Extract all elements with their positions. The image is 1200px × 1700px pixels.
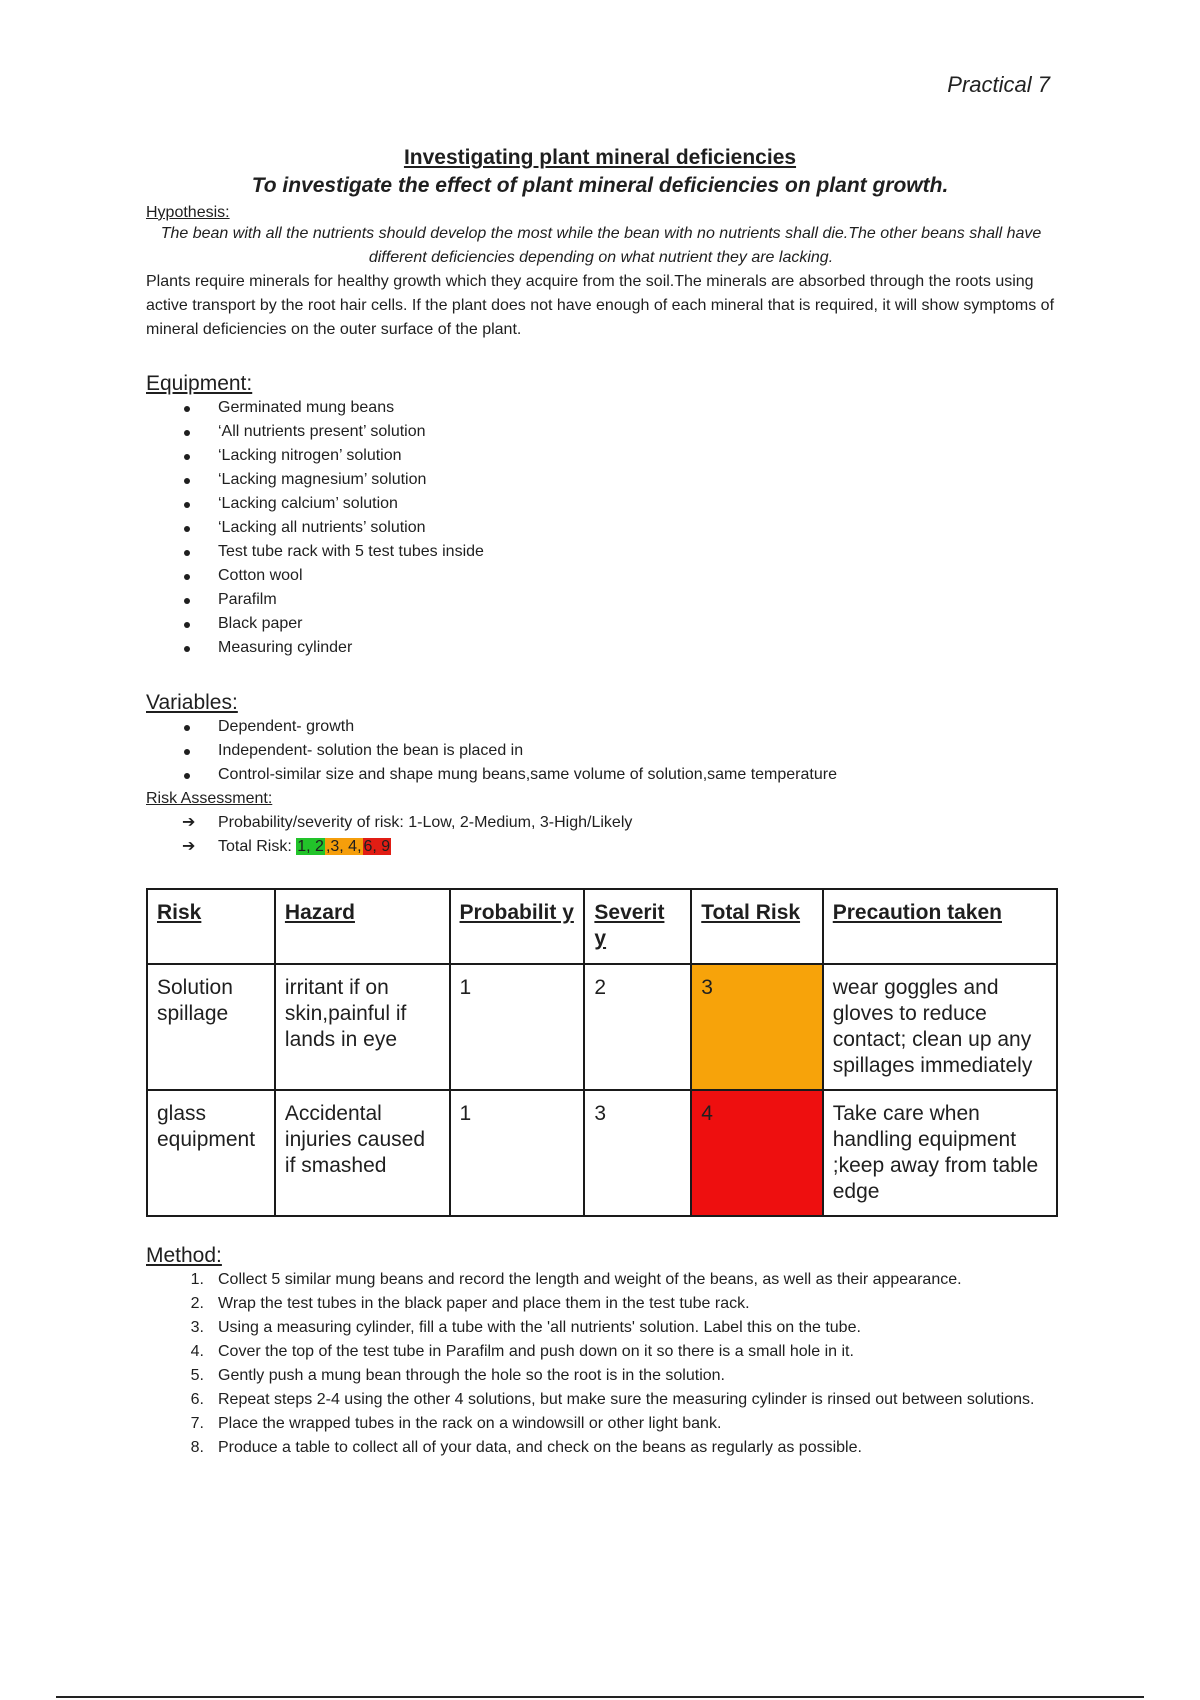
list-item: 2. Wrap the test tubes in the black paper and place them in the test tube rack. <box>190 1295 750 1312</box>
table-header-row <box>147 889 1057 964</box>
list-item <box>146 835 1056 859</box>
list-item: Dependent- growth <box>146 715 1056 739</box>
bullet-icon <box>184 478 190 484</box>
list-item: Parafilm <box>146 588 1056 612</box>
document-title: Investigating plant mineral deficiencies <box>403 146 797 169</box>
bullet-icon <box>184 454 190 460</box>
arrow-right-icon: ➔ <box>182 838 196 855</box>
list-item: 7. Place the wrapped tubes in the rack on a windowsill or other light bank. <box>190 1415 722 1432</box>
variables-label: Variables: <box>146 691 238 714</box>
probability-cell: 1 <box>450 964 585 1090</box>
bullet-icon <box>184 406 190 412</box>
column-header: Risk <box>147 889 275 964</box>
list-item: Germinated mung beans <box>146 396 1056 420</box>
table-row <box>147 964 1057 1090</box>
table-row <box>147 1090 1057 1216</box>
bullet-icon <box>184 502 190 508</box>
list-item: Test tube rack with 5 test tubes inside <box>146 540 1056 564</box>
bullet-icon <box>184 725 190 731</box>
list-item: 4. Cover the top of the test tube in Parafilm and push down on it so there is a small hole in it. <box>190 1343 854 1360</box>
probability-cell: 1 <box>450 1090 585 1216</box>
risk-chip-high: 6, 9 <box>363 838 391 855</box>
bullet-icon <box>184 773 190 779</box>
bullet-icon <box>184 574 190 580</box>
list-item: ‘All nutrients present’ solution <box>146 420 1056 444</box>
severity-cell: 2 <box>584 964 691 1090</box>
list-item: 8. Produce a table to collect all of your data, and check on the beans as regularly as possible. <box>190 1439 862 1456</box>
column-header: Hazard <box>275 889 450 964</box>
bullet-icon <box>184 598 190 604</box>
risk-chip-low: 1, 2 <box>297 838 324 855</box>
list-item: Cotton wool <box>146 564 1056 588</box>
bullet-icon <box>184 749 190 755</box>
document-subtitle: To investigate the effect of plant mineral deficiencies on plant growth. <box>251 174 949 197</box>
variables-list <box>146 715 1056 787</box>
equipment-list <box>146 396 1056 660</box>
method-label: Method: <box>146 1244 222 1267</box>
list-item: Control-similar size and shape mung beans,same volume of solution,same temperature <box>146 763 1056 787</box>
bullet-icon <box>184 430 190 436</box>
risk-assessment-label: Risk Assessment: <box>146 790 273 807</box>
equipment-label: Equipment: <box>146 372 253 395</box>
bullet-icon <box>184 622 190 628</box>
risk-notes-list <box>146 811 1056 859</box>
total-risk-cell: 4 <box>691 1090 823 1216</box>
column-header: Total Risk <box>691 889 823 964</box>
hypothesis-section <box>146 204 1056 342</box>
list-item: 6. Repeat steps 2-4 using the other 4 solutions, but make sure the measuring cylinder is rinsed out between solutions. <box>190 1391 1035 1408</box>
risk-cell: glass equipment <box>147 1090 275 1216</box>
column-header: Severit y <box>584 889 691 964</box>
risk-table <box>146 888 1058 1217</box>
list-item: Independent- solution the bean is placed in <box>146 739 1056 763</box>
column-header: Precaution taken <box>823 889 1057 964</box>
list-item: Measuring cylinder <box>146 636 1056 660</box>
total-risk-cell: 3 <box>691 964 823 1090</box>
equipment-section <box>146 372 1056 660</box>
hypothesis-label: Hypothesis: <box>146 204 230 221</box>
list-item: ‘Lacking magnesium’ solution <box>146 468 1056 492</box>
method-section <box>146 1244 1056 1460</box>
column-header: Probabilit y <box>450 889 585 964</box>
list-item: 1. Collect 5 similar mung beans and record the length and weight of the beans, as well as their appearance. <box>190 1271 962 1288</box>
precaution-cell: Take care when handling equipment ;keep away from table edge <box>823 1090 1057 1216</box>
bullet-icon <box>184 550 190 556</box>
list-item: Black paper <box>146 612 1056 636</box>
arrow-right-icon: ➔ <box>182 814 196 831</box>
list-item: ‘Lacking nitrogen’ solution <box>146 444 1056 468</box>
total-risk-label: Total Risk: <box>218 838 297 855</box>
risk-cell: Solution spillage <box>147 964 275 1090</box>
list-item: 3. Using a measuring cylinder, fill a tube with the 'all nutrients' solution. Label this on the tube. <box>190 1319 861 1336</box>
method-steps <box>146 1268 1056 1460</box>
hazard-cell: Accidental injuries caused if smashed <box>275 1090 450 1216</box>
variables-section <box>146 691 1056 859</box>
hazard-cell: irritant if on skin,painful if lands in eye <box>275 964 450 1090</box>
bullet-icon <box>184 646 190 652</box>
severity-cell: 3 <box>584 1090 691 1216</box>
precaution-cell: wear goggles and gloves to reduce contact; clean up any spillages immediately <box>823 964 1057 1090</box>
intro-paragraph: Plants require minerals for healthy growth which they acquire from the soil.The minerals are absorbed through the roots using active transport by the root hair cells. If the plant does not have enough of each mineral that is required, it will show symptoms of mineral deficiencies on the outer surface of the plant. <box>146 273 1055 338</box>
risk-chip-medium: ,3, 4, <box>325 838 362 855</box>
list-item: ‘Lacking all nutrients’ solution <box>146 516 1056 540</box>
practical-number: Practical 7 <box>947 72 1050 97</box>
list-item: ➔ Probability/severity of risk: 1-Low, 2-Medium, 3-High/Likely <box>146 811 1056 835</box>
hypothesis-text: The bean with all the nutrients should develop the most while the bean with no nutrients shall die.The other beans shall have different deficiencies depending on what nutrient they are lacking. <box>160 225 1042 266</box>
list-item: 5. Gently push a mung bean through the hole so the root is in the solution. <box>190 1367 725 1384</box>
list-item: ‘Lacking calcium’ solution <box>146 492 1056 516</box>
bullet-icon <box>184 526 190 532</box>
bottom-divider <box>56 1696 1144 1698</box>
